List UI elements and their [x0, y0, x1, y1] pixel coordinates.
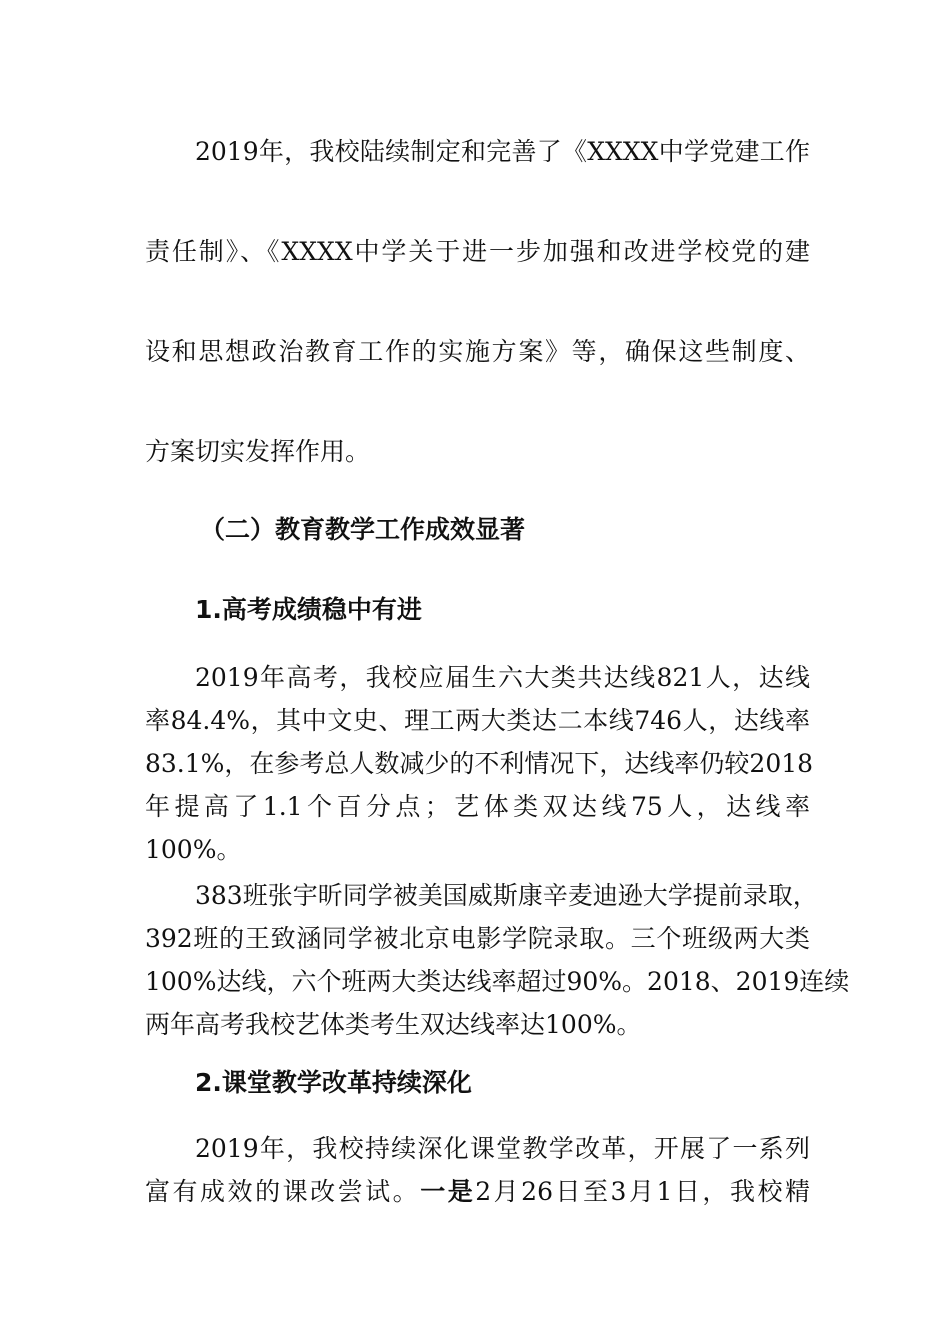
paragraph-4-emphasis: 一是	[420, 1177, 476, 1206]
paragraph-4-line-1: 2019年，我校持续深化课堂教学改革，开展了一系列	[195, 1134, 810, 1163]
paragraph-1-line-4: 方案切实发挥作用。	[145, 437, 371, 466]
subheading-2: 2.课堂教学改革持续深化	[195, 1068, 472, 1097]
section-heading: （二）教育教学工作成效显著	[200, 515, 526, 544]
paragraph-3-line-4: 两年高考我校艺体类考生双达线率达100%。	[145, 1010, 642, 1039]
paragraph-3-line-1: 383班张宇昕同学被美国威斯康辛麦迪逊大学提前录取，	[195, 881, 818, 910]
paragraph-4-line-2-prefix: 富有成效的课改尝试。	[145, 1177, 421, 1206]
paragraph-4-line-2	[145, 1177, 810, 1207]
paragraph-2-line-4: 年提高了1.1个百分点；艺体类双达线75人，达线率	[145, 792, 810, 821]
paragraph-1-line-2: 责任制》、《XXXX中学关于进一步加强和改进学校党的建	[145, 237, 810, 266]
paragraph-2-line-3: 83.1%，在参考总人数减少的不利情况下，达线率仍较2018	[145, 749, 814, 778]
subheading-1: 1.高考成绩稳中有进	[195, 595, 422, 624]
paragraph-1-line-3: 设和思想政治教育工作的实施方案》等，确保这些制度、	[145, 337, 810, 366]
paragraph-2-line-2: 率84.4%，其中文史、理工两大类达二本线746人，达线率	[145, 706, 810, 735]
paragraph-1-line-1: 2019年，我校陆续制定和完善了《XXXX中学党建工作	[195, 137, 810, 166]
paragraph-3-line-2: 392班的王致涵同学被北京电影学院录取。三个班级两大类	[145, 924, 810, 953]
paragraph-3-line-3: 100%达线，六个班两大类达线率超过90%。2018、2019连续	[145, 967, 850, 996]
paragraph-2-line-1: 2019年高考，我校应届生六大类共达线821人，达线	[195, 663, 810, 692]
paragraph-4-line-2-suffix: 2月26日至3月1日，我校精	[475, 1177, 810, 1206]
paragraph-2-line-5: 100%。	[145, 835, 242, 864]
